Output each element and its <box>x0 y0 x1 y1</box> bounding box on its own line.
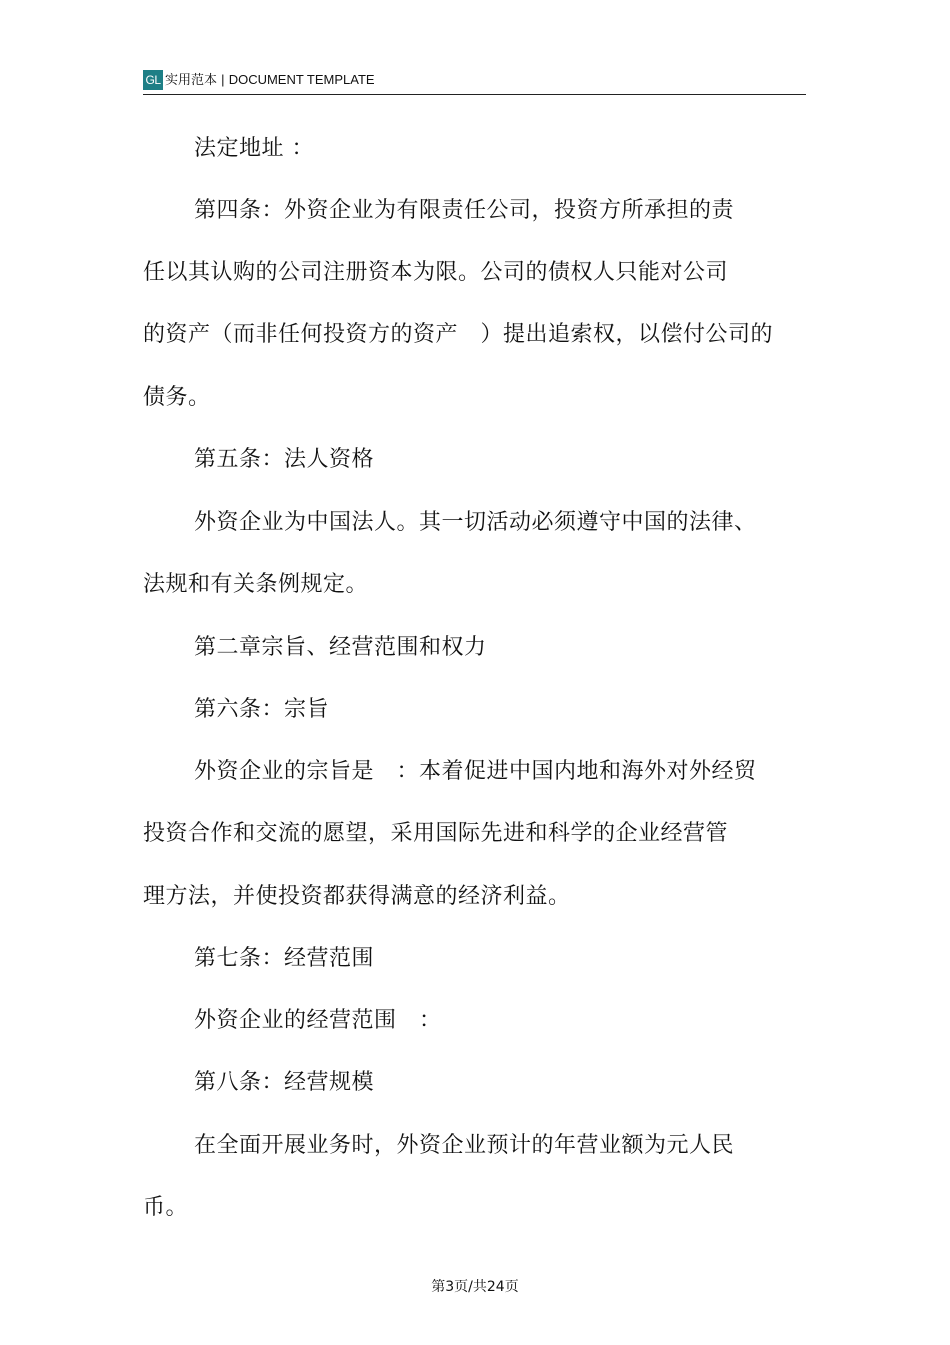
page-number: 第3页/共24页 <box>431 1279 519 1295</box>
text-line: 投资合作和交流的愿望，采用国际先进和科学的企业经营管 <box>143 821 729 846</box>
text-line: 法定地址 ： <box>194 136 314 161</box>
text-line: 任以其认购的公司注册资本为限。公司的债权人只能对公司 <box>143 260 729 285</box>
header-subtitle: DOCUMENT TEMPLATE <box>228 72 375 87</box>
text-line: 币。 <box>143 1195 189 1220</box>
text-line: 第六条：宗旨 <box>194 697 330 722</box>
gl-logo: GL <box>143 70 163 90</box>
text-line: 在全面开展业务时，外资企业预计的年营业额为元人民 <box>194 1133 735 1158</box>
text-line: 外资企业为中国法人。其一切活动必须遵守中国的法律、 <box>194 510 757 535</box>
text-line: 第七条：经营范围 <box>194 946 375 971</box>
header-title <box>165 71 375 90</box>
text-line: 外资企业的宗旨是 ：本着促进中国内地和海外对外经贸 <box>194 759 757 784</box>
text-line: 第八条：经营规模 <box>194 1070 375 1095</box>
page-header <box>143 70 806 95</box>
text-line: 第五条：法人资格 <box>194 447 375 472</box>
text-line: 第二章宗旨、经营范围和权力 <box>194 635 487 660</box>
header-brand: 实用范本 <box>165 73 218 88</box>
text-line: 法规和有关条例规定。 <box>143 572 369 597</box>
text-line: 外资企业的经营范围 ： <box>194 1008 442 1033</box>
text-line: 债务。 <box>143 385 211 410</box>
text-line: 第四条：外资企业为有限责任公司，投资方所承担的责 <box>194 198 735 223</box>
header-separator: | <box>221 72 225 87</box>
text-line: 理方法，并使投资都获得满意的经济利益。 <box>143 884 571 909</box>
text-line: 的资产（而非任何投资方的资产 ）提出追索权，以偿付公司的 <box>143 322 774 347</box>
